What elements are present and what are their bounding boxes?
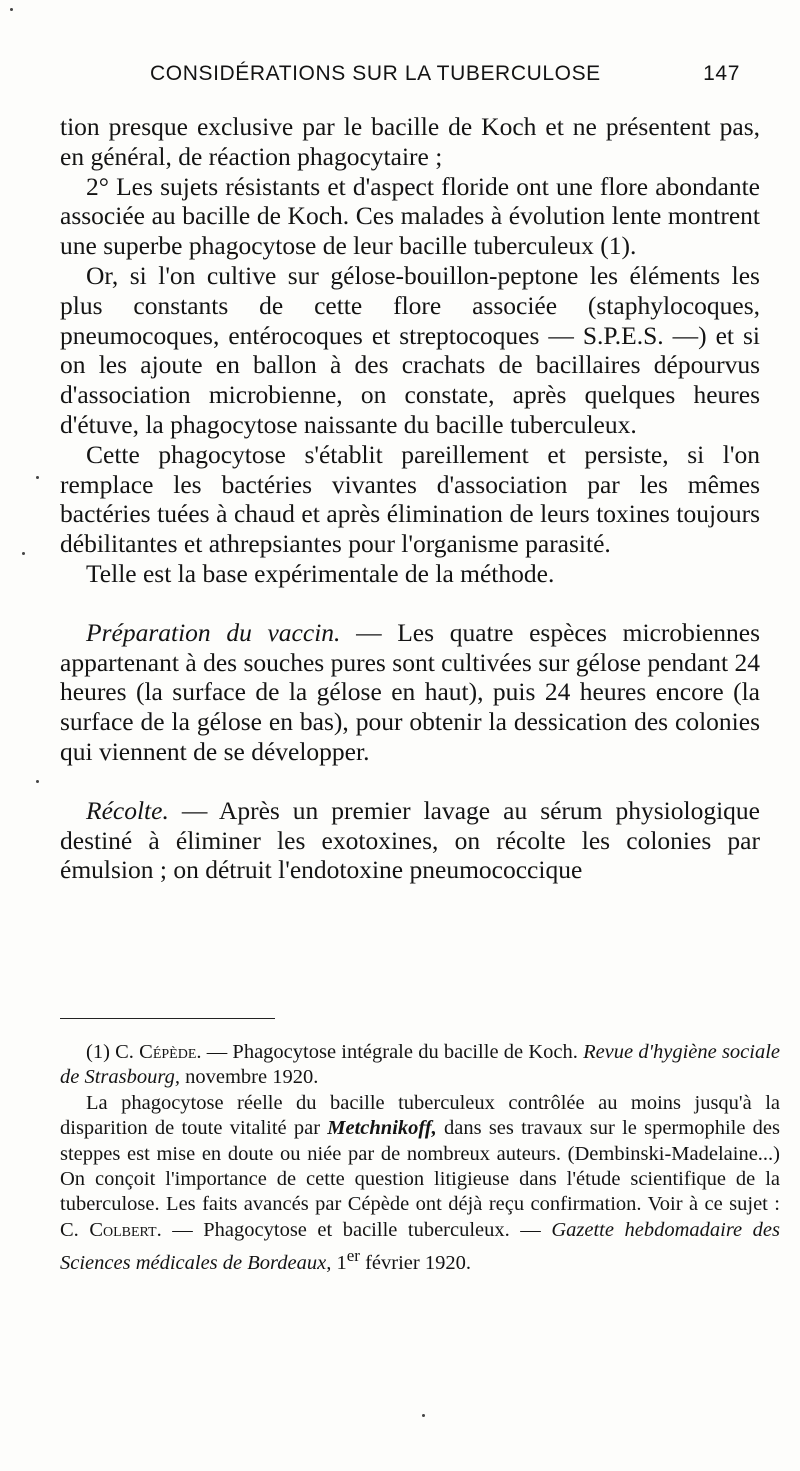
- footnote-author: Colbert.: [89, 1218, 162, 1241]
- section-heading: Préparation du vaccin.: [86, 617, 341, 647]
- paragraph: Cette phagocytose s'établit pareillement et persiste, si l'on remplace les bactéries vivantes d'association par les mêmes bactéries tuées à chaud et après élimination de leurs toxines toujours débilitantes et athrepsiantes pour l'organisme parasité.: [60, 439, 760, 559]
- footnote-author: Cépède.: [139, 1041, 202, 1063]
- paragraph: 2° Les sujets résistants et d'aspect floride ont une flore abondante associée au bacille de Koch. Ces malades à évolution lente montrent une superbe phagocytose de leur bacille tuberculeux (1).: [60, 171, 760, 261]
- scan-speck: [422, 1414, 425, 1417]
- footnote-date: novembre 1920.: [179, 1066, 319, 1089]
- main-text: [60, 112, 760, 885]
- footnote-journal: Gazette hebdomadaire des Sciences médicales de Bordeaux,: [60, 1218, 780, 1275]
- page-number: 147: [703, 62, 740, 85]
- footnote-marker: (1) C.: [86, 1041, 134, 1063]
- footnote-text: dans ses travaux sur le spermophile des steppes est mise en doute ou niée par de nombreux auteurs. (Dembinski-Madelaine...) On conçoit l'importance de cette question litigieuse dans l'étude scientifique de la tuberculose. Les faits avancés par Cépède ont déjà reçu confirmation. Voir à ce sujet : C.: [60, 1117, 780, 1241]
- section-gap: [60, 767, 760, 796]
- section-heading: Récolte.: [86, 795, 169, 825]
- footnote: [60, 1040, 780, 1276]
- footnote-journal: Revue d'hygiène sociale de Strasbourg,: [60, 1041, 781, 1089]
- footnote-date: 1: [331, 1252, 347, 1275]
- paragraph: Telle est la base expérimentale de la méthode.: [86, 558, 555, 588]
- running-title: CONSIDÉRATIONS SUR LA TUBERCULOSE: [150, 62, 601, 85]
- scan-speck: [36, 780, 39, 783]
- scan-speck: [36, 476, 39, 479]
- paragraph: tion presque exclusive par le bacille de Koch et ne présentent pas, en général, de réaction phagocytaire ;: [60, 112, 760, 171]
- scan-speck: [22, 552, 25, 555]
- footnote-name: Metchnikoff,: [327, 1117, 437, 1140]
- section-text: — Après un premier lavage au sérum physiologique destiné à éliminer les exotoxines, on récolte les colonies par émulsion ; on détruit l'endotoxine pneumococcique: [60, 795, 760, 885]
- section-gap: [60, 589, 760, 618]
- section-recolte: [60, 796, 760, 885]
- footnote-date: février 1920.: [359, 1252, 471, 1275]
- footnote-date-superscript: er: [346, 1246, 360, 1266]
- footnote-citation: [60, 1040, 780, 1091]
- footnote-commentary: [60, 1091, 780, 1277]
- footnote-text: La phagocytose réelle du bacille tuberculeux contrôlée au moins jusqu'à la disparition de toute vitalité par: [60, 1091, 780, 1140]
- footnote-text: — Phagocytose et bacille tuberculeux. —: [161, 1218, 552, 1241]
- footnote-text: — Phagocytose intégrale du bacille de Koch.: [201, 1041, 584, 1063]
- scan-speck: [10, 8, 13, 11]
- section-preparation: [60, 618, 760, 767]
- paragraph: Or, si l'on cultive sur gélose-bouillon-peptone les éléments les plus constants de cette flore associée (staphylocoques, pneumocoques, entérocoques et streptocoques — S.P.E.S. —) et si on les ajoute en ballon à des crachats de bacillaires dépourvus d'association microbienne, on constate, après quelques heures d'étuve, la phagocytose naissante du bacille tuberculeux.: [60, 260, 760, 439]
- section-text: — Les quatre espèces microbiennes appartenant à des souches pures sont cultivées sur gélose pendant 24 heures (la surface de la gélose en haut), puis 24 heures encore (la surface de la gélose en bas), pour obtenir la dessication des colonies qui viennent de se développer.: [60, 617, 760, 766]
- footnote-rule: [60, 1018, 275, 1019]
